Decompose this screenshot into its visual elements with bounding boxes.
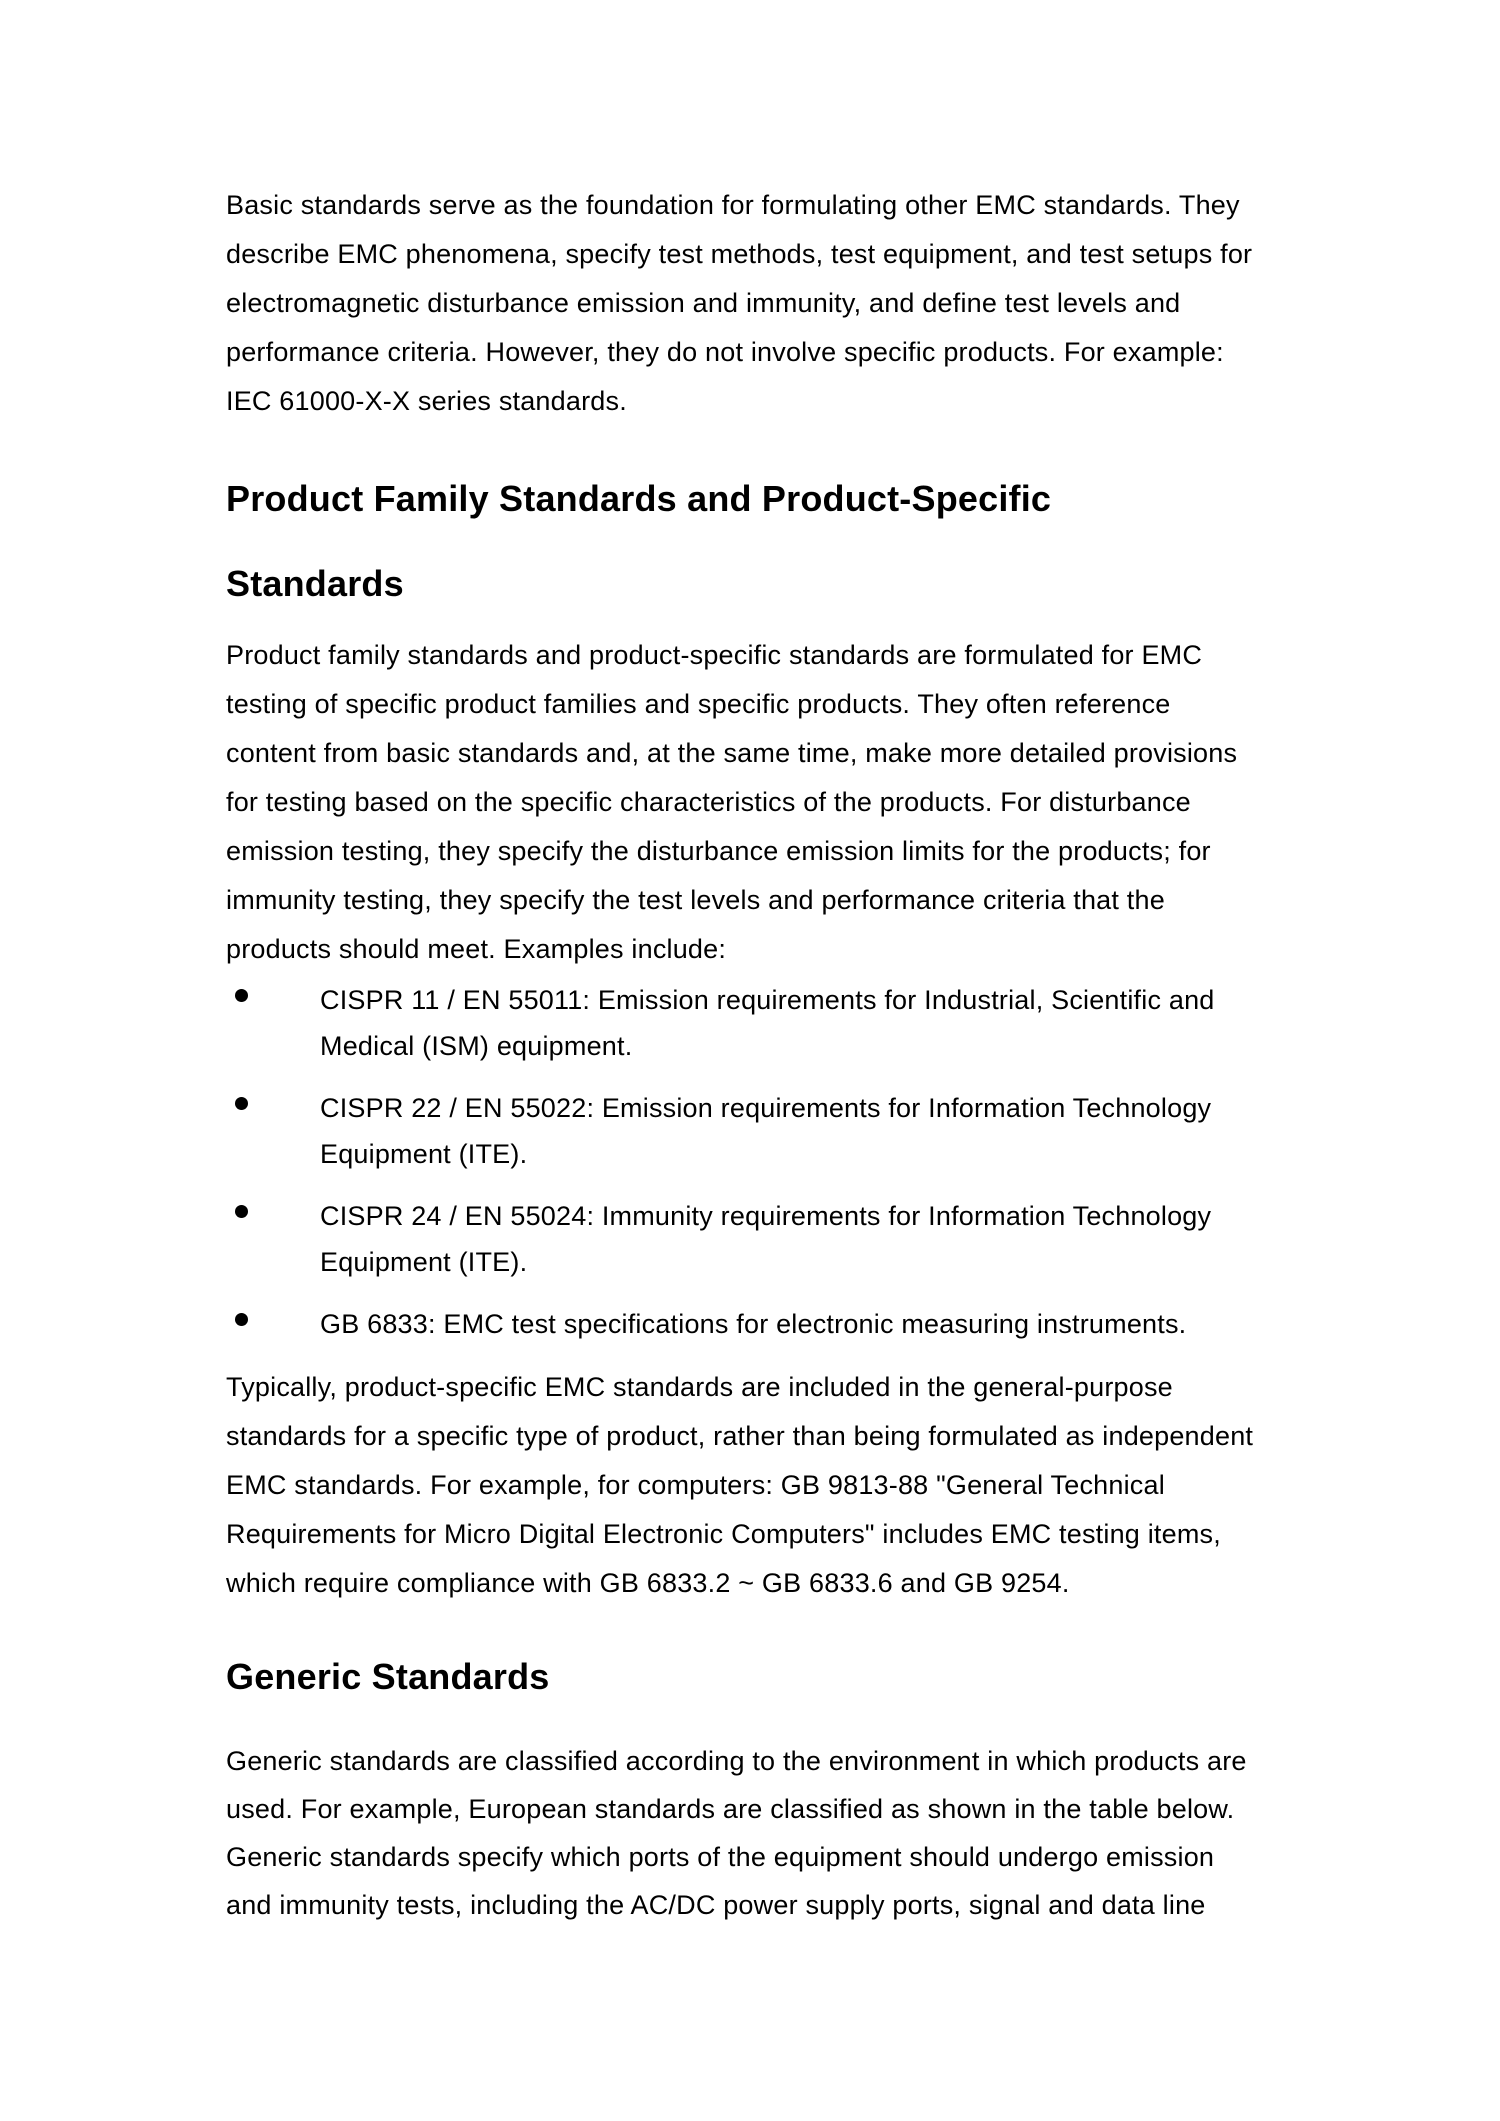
text-line: Typically, product-specific EMC standards are included in the general-purpose xyxy=(226,1372,1173,1402)
text-line: Generic standards are classified according to the environment in which products are xyxy=(226,1746,1247,1776)
product-family-paragraph xyxy=(226,631,1500,974)
text-line: Equipment (ITE). xyxy=(320,1139,528,1169)
bullet-text xyxy=(320,1085,1500,1177)
text-line: Product family standards and product-specific standards are formulated for EMC xyxy=(226,640,1203,670)
bullet-text xyxy=(320,977,1500,1069)
text-line: used. For example, European standards are classified as shown in the table below. xyxy=(226,1794,1235,1824)
text-line: for testing based on the specific characteristics of the products. For disturbance xyxy=(226,787,1191,817)
text-line: Equipment (ITE). xyxy=(320,1247,528,1277)
generic-standards-paragraph xyxy=(226,1737,1500,1929)
text-line: Standards xyxy=(226,563,404,604)
text-line: and immunity tests, including the AC/DC power supply ports, signal and data line xyxy=(226,1890,1206,1920)
bullet-text xyxy=(320,1193,1500,1285)
text-line: content from basic standards and, at the same time, make more detailed provisions xyxy=(226,738,1238,768)
text-line: performance criteria. However, they do not involve specific products. For example: xyxy=(226,337,1224,367)
bullet-item-cispr11 xyxy=(226,977,1500,1069)
product-specific-closing-paragraph xyxy=(226,1363,1500,1608)
text-line: Generic standards specify which ports of the equipment should undergo emission xyxy=(226,1842,1215,1872)
text-line: EMC standards. For example, for computers: GB 9813-88 "General Technical xyxy=(226,1470,1165,1500)
text-line: emission testing, they specify the disturbance emission limits for the products; for xyxy=(226,836,1211,866)
section-heading-generic-standards: Generic Standards xyxy=(226,1656,550,1697)
text-line: testing of specific product families and specific products. They often reference xyxy=(226,689,1171,719)
bullet-item-cispr24 xyxy=(226,1193,1500,1285)
bullet-icon xyxy=(235,1313,248,1326)
bullet-icon xyxy=(235,1097,248,1110)
text-line: immunity testing, they specify the test levels and performance criteria that the xyxy=(226,885,1165,915)
text-line: electromagnetic disturbance emission and immunity, and define test levels and xyxy=(226,288,1181,318)
text-line: Product Family Standards and Product-Specific xyxy=(226,478,1052,519)
bullet-item-gb6833 xyxy=(226,1301,1500,1347)
text-line: IEC 61000-X-X series standards. xyxy=(226,386,627,416)
text-line: CISPR 22 / EN 55022: Emission requirements for Information Technology xyxy=(320,1093,1212,1123)
intro-paragraph xyxy=(226,181,1500,426)
text-line: GB 6833: EMC test specifications for electronic measuring instruments. xyxy=(320,1309,1187,1339)
text-line: standards for a specific type of product, rather than being formulated as independent xyxy=(226,1421,1254,1451)
bullet-item-cispr22 xyxy=(226,1085,1500,1177)
bullet-icon xyxy=(235,989,248,1002)
standards-bullet-list xyxy=(226,977,1500,1347)
bullet-icon xyxy=(235,1205,248,1218)
section-heading-product-family-standards xyxy=(226,456,1500,626)
text-line: describe EMC phenomena, specify test methods, test equipment, and test setups for xyxy=(226,239,1253,269)
document-content xyxy=(226,0,1500,1929)
text-line: Medical (ISM) equipment. xyxy=(320,1031,633,1061)
text-line: which require compliance with GB 6833.2 ~ GB 6833.6 and GB 9254. xyxy=(226,1568,1070,1598)
text-line: CISPR 11 / EN 55011: Emission requirements for Industrial, Scientific and xyxy=(320,985,1215,1015)
text-line: Requirements for Micro Digital Electronic Computers" includes EMC testing items, xyxy=(226,1519,1221,1549)
text-line: Basic standards serve as the foundation for formulating other EMC standards. They xyxy=(226,190,1240,220)
text-line: products should meet. Examples include: xyxy=(226,934,727,964)
text-line: CISPR 24 / EN 55024: Immunity requirements for Information Technology xyxy=(320,1201,1212,1231)
bullet-text xyxy=(320,1301,1500,1347)
